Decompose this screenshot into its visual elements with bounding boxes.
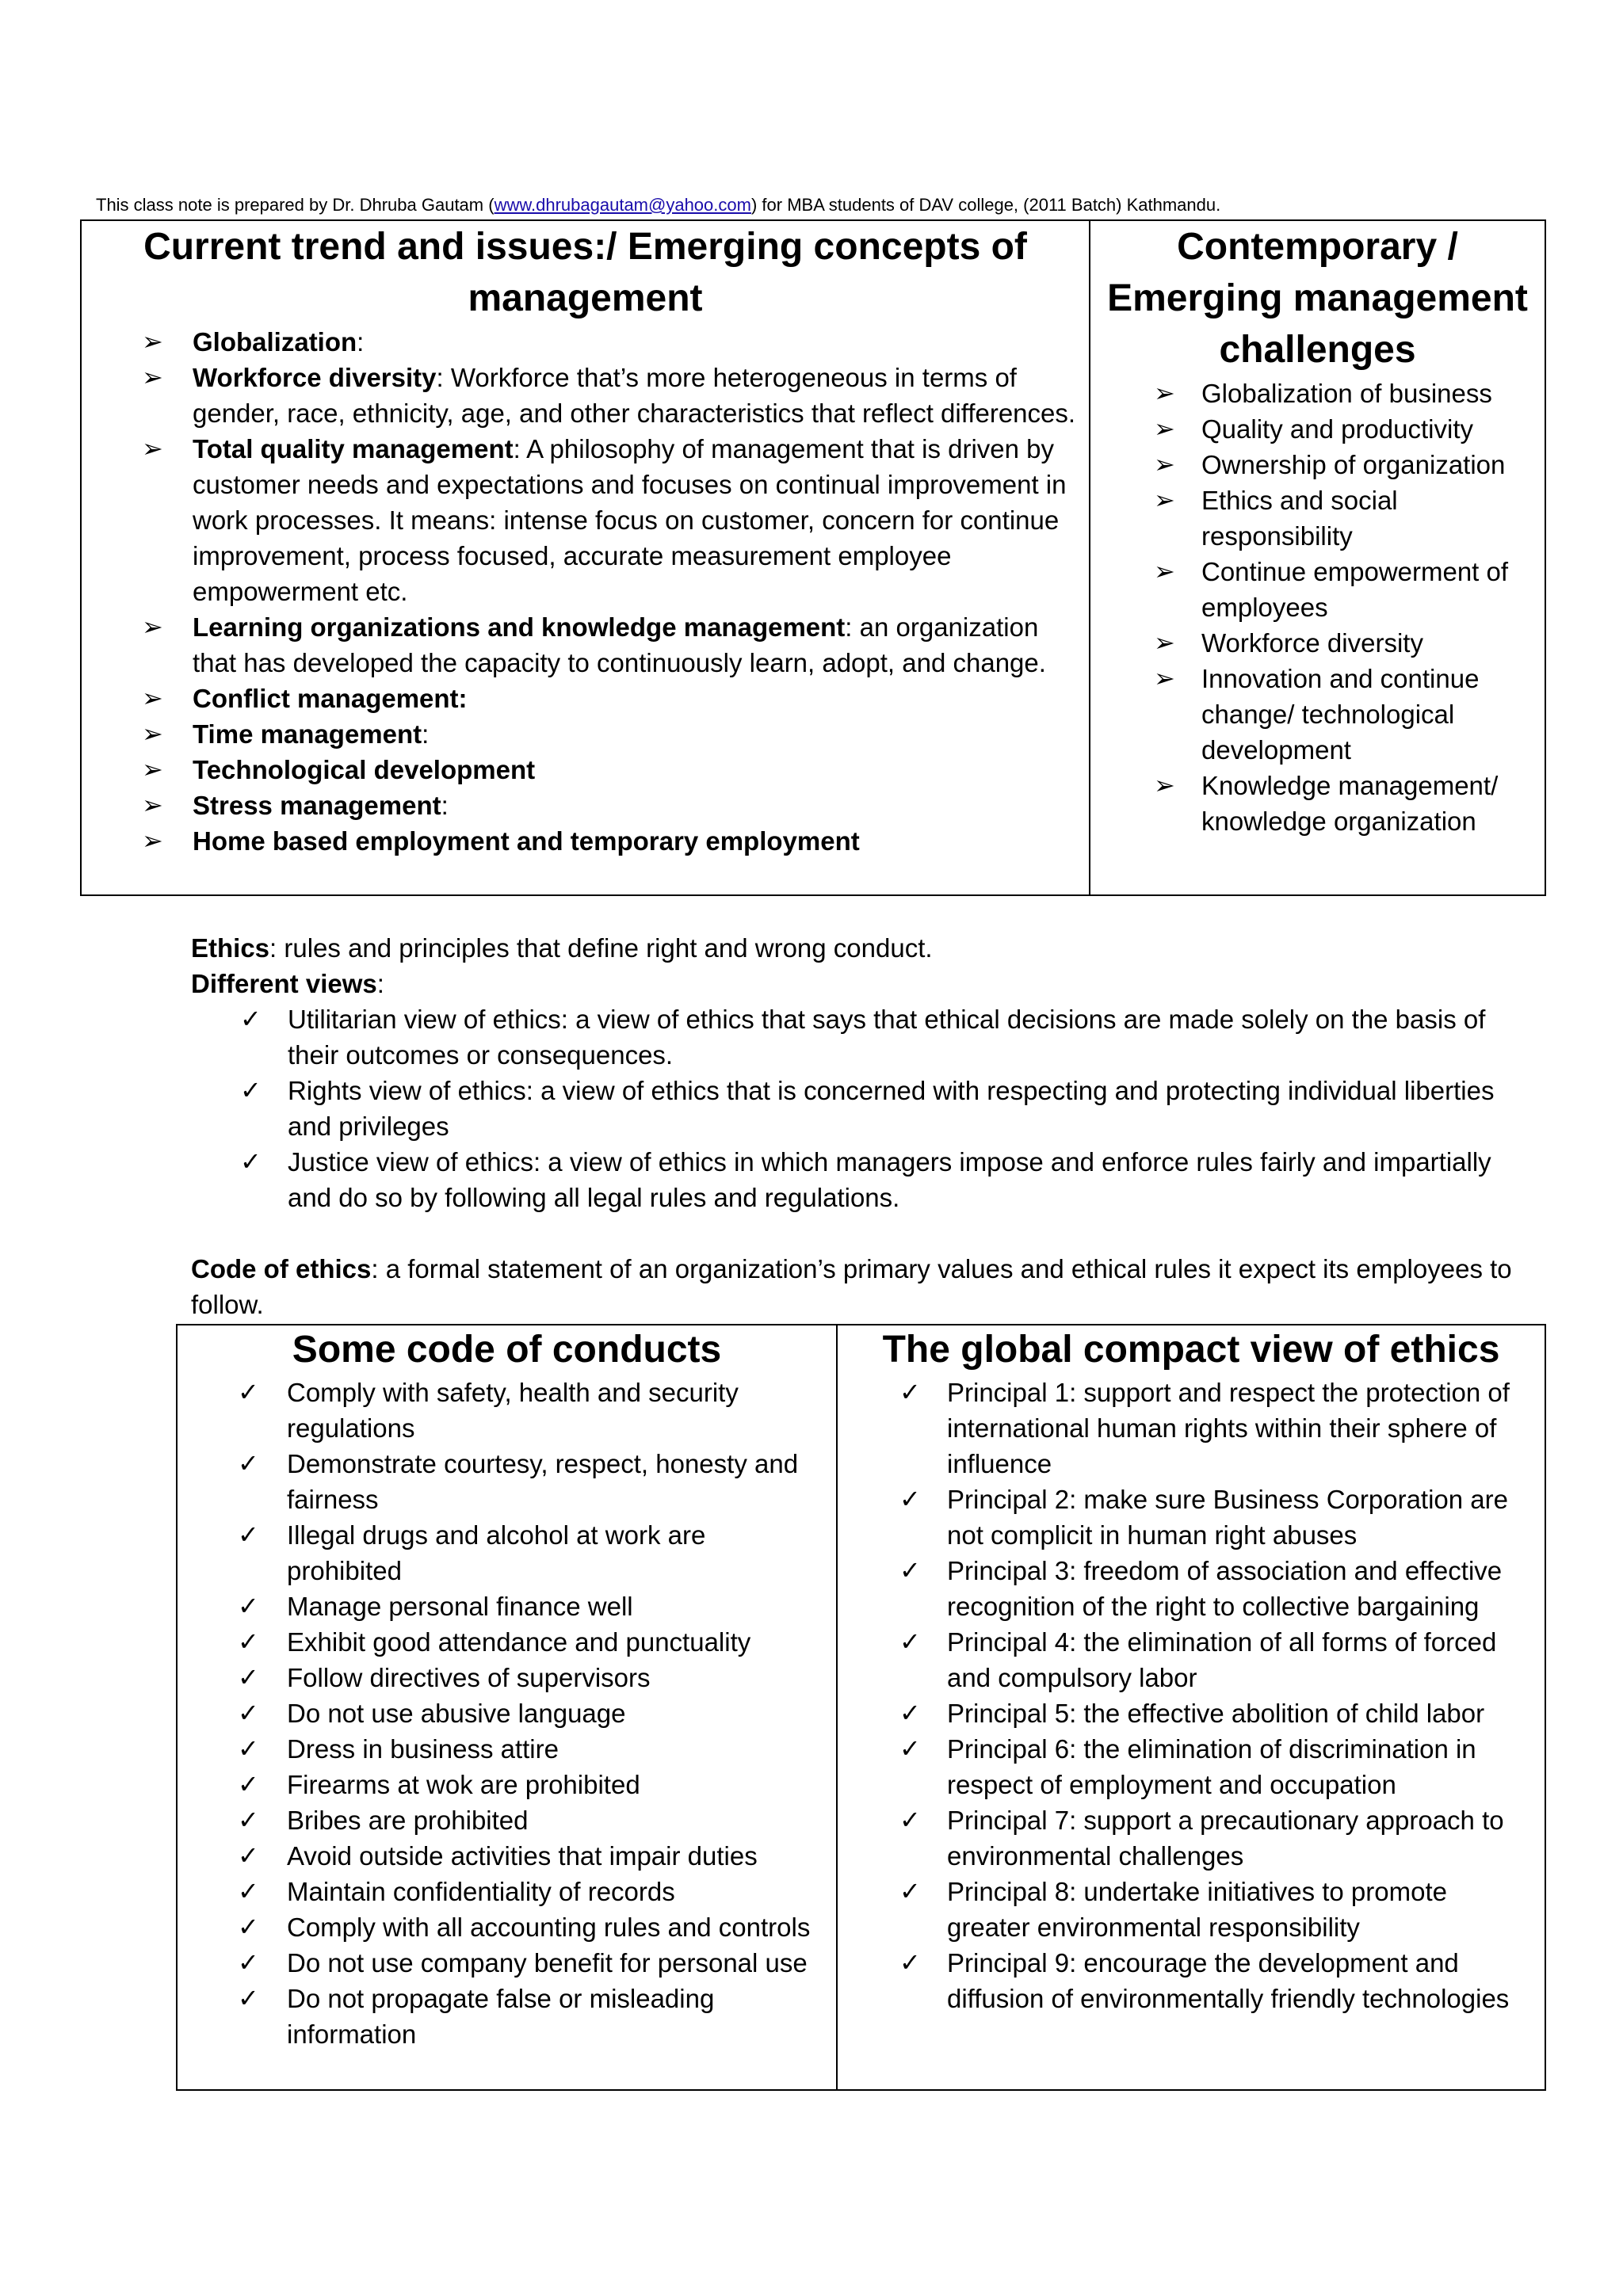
list-item: ✓ Principal 1: support and respect the protection of international human rights within their sphere of influence — [838, 1375, 1545, 1482]
ethics-section — [191, 930, 1538, 1322]
arrow-bullet-icon: ➢ — [142, 755, 163, 784]
class-note-header — [96, 193, 1546, 217]
management-challenges-title: Contemporary / Emerging management challenges — [1107, 226, 1528, 371]
list-item: ✓ Follow directives of supervisors — [178, 1660, 836, 1695]
check-bullet-icon: ✓ — [238, 1520, 259, 1549]
header-prefix: This class note is prepared by Dr. Dhruba Gautam ( — [96, 195, 495, 215]
item-term: Home based employment and temporary employment — [193, 826, 860, 856]
list-item: ✓ Principal 2: make sure Business Corporation are not complicit in human right abuses — [838, 1482, 1545, 1553]
arrow-bullet-icon: ➢ — [142, 684, 163, 712]
list-item: ✓ Do not propagate false or misleading information — [178, 1981, 836, 2052]
global-compact-column — [838, 1325, 1545, 2089]
global-compact-title: The global compact view of ethics — [882, 1329, 1500, 1371]
list-item: ✓ Demonstrate courtesy, respect, honesty and fairness — [178, 1446, 836, 1517]
list-item: ✓ Do not use company benefit for personal use — [178, 1945, 836, 1981]
code-of-conducts-title: Some code of conducts — [292, 1329, 722, 1371]
ethics-views-list — [191, 1001, 1538, 1215]
list-item: ✓ Principal 4: the elimination of all forms of forced and compulsory labor — [838, 1624, 1545, 1695]
item-term: Conflict management: — [193, 684, 468, 713]
item-term: Technological development — [193, 755, 536, 784]
list-item: ✓ Illegal drugs and alcohol at work are prohibited — [178, 1517, 836, 1589]
check-bullet-icon: ✓ — [899, 1485, 921, 1513]
check-bullet-icon: ✓ — [238, 1378, 259, 1406]
code-of-ethics-definition: Code of ethics: a formal statement of an organization’s primary values and ethical rules it expect its employees to follow. — [191, 1254, 1512, 1319]
list-item: ➢ Workforce diversity: Workforce that’s more heterogeneous in terms of gender, race, ethnicity, age, and other characteristics that reflect differences. — [82, 360, 1089, 431]
list-item: ➢ Knowledge management/ knowledge organization — [1090, 768, 1545, 839]
check-bullet-icon: ✓ — [238, 1841, 259, 1870]
check-bullet-icon: ✓ — [238, 1699, 259, 1727]
conduct-compact-table — [176, 1324, 1546, 2091]
list-item: ✓ Principal 7: support a precautionary approach to environmental challenges — [838, 1802, 1545, 1874]
header-suffix: ) for MBA students of DAV college, (2011 Batch) Kathmandu. — [750, 195, 1221, 215]
list-item: ✓ Do not use abusive language — [178, 1695, 836, 1731]
check-bullet-icon: ✓ — [899, 1877, 921, 1905]
check-bullet-icon: ✓ — [240, 1147, 262, 1176]
check-bullet-icon: ✓ — [240, 1005, 262, 1033]
list-item: ✓ Comply with safety, health and security regulations — [178, 1375, 836, 1446]
list-item: ✓ Justice view of ethics: a view of ethics in which managers impose and enforce rules fairly and impartially and do so by following all legal rules and regulations. — [191, 1144, 1538, 1215]
check-bullet-icon: ✓ — [899, 1948, 921, 1977]
item-term: Stress management — [193, 791, 441, 820]
check-bullet-icon: ✓ — [238, 1984, 259, 2012]
list-item: ✓ Principal 3: freedom of association and effective recognition of the right to collective bargaining — [838, 1553, 1545, 1624]
author-email-link[interactable]: www.dhrubagautam@yahoo.com — [494, 195, 751, 215]
item-term: Learning organizations and knowledge management — [193, 612, 846, 642]
list-item: ➢ Ethics and social responsibility — [1090, 482, 1545, 554]
arrow-bullet-icon: ➢ — [1154, 450, 1175, 479]
arrow-bullet-icon: ➢ — [142, 434, 163, 463]
check-bullet-icon: ✓ — [899, 1806, 921, 1834]
arrow-bullet-icon: ➢ — [1154, 771, 1175, 799]
emerging-concepts-column — [82, 221, 1089, 894]
global-compact-list — [838, 1375, 1545, 2016]
list-item — [82, 752, 1089, 788]
list-item: ➢ Workforce diversity — [1090, 625, 1545, 661]
list-item: ➢ Globalization of business — [1090, 376, 1545, 411]
check-bullet-icon: ✓ — [238, 1877, 259, 1905]
management-challenges-list — [1090, 376, 1545, 839]
check-bullet-icon: ✓ — [238, 1449, 259, 1478]
list-item: ✓ Principal 9: encourage the development and diffusion of environmentally friendly technologies — [838, 1945, 1545, 2016]
item-term: Time management — [193, 719, 422, 749]
list-item: ➢ Learning organizations and knowledge management: an organization that has developed the capacity to continuously learn, adopt, and change. — [82, 609, 1089, 681]
list-item: ✓ Exhibit good attendance and punctuality — [178, 1624, 836, 1660]
code-of-conducts-column — [178, 1325, 836, 2089]
list-item: ✓ Comply with all accounting rules and controls — [178, 1909, 836, 1945]
list-item: ➢ Continue empowerment of employees — [1090, 554, 1545, 625]
item-term: Globalization — [193, 327, 357, 357]
emerging-concepts-title: Current trend and issues:/ Emerging concepts of management — [143, 226, 1027, 319]
list-item: ✓ Dress in business attire — [178, 1731, 836, 1767]
check-bullet-icon: ✓ — [899, 1734, 921, 1763]
arrow-bullet-icon: ➢ — [1154, 379, 1175, 407]
check-bullet-icon: ✓ — [899, 1378, 921, 1406]
different-views-heading: Different views: — [191, 969, 384, 998]
list-item — [82, 823, 1089, 859]
check-bullet-icon: ✓ — [238, 1734, 259, 1763]
check-bullet-icon: ✓ — [899, 1627, 921, 1656]
list-item: ✓ Avoid outside activities that impair duties — [178, 1838, 836, 1874]
list-item: ➢ Ownership of organization — [1090, 447, 1545, 482]
list-item: ➢ Stress management: — [82, 788, 1089, 823]
list-item: ✓ Manage personal finance well — [178, 1589, 836, 1624]
list-item: ✓ Principal 6: the elimination of discrimination in respect of employment and occupation — [838, 1731, 1545, 1802]
arrow-bullet-icon: ➢ — [142, 719, 163, 748]
check-bullet-icon: ✓ — [238, 1627, 259, 1656]
trends-challenges-table — [80, 219, 1546, 896]
arrow-bullet-icon: ➢ — [142, 363, 163, 391]
list-item: ➢ Innovation and continue change/ technological development — [1090, 661, 1545, 768]
list-item: ✓ Principal 8: undertake initiatives to promote greater environmental responsibility — [838, 1874, 1545, 1945]
list-item: ✓ Rights view of ethics: a view of ethics that is concerned with respecting and protecting individual liberties and privileges — [191, 1073, 1538, 1144]
arrow-bullet-icon: ➢ — [1154, 557, 1175, 585]
list-item: ➢ Globalization: — [82, 324, 1089, 360]
arrow-bullet-icon: ➢ — [1154, 628, 1175, 657]
list-item — [82, 681, 1089, 716]
check-bullet-icon: ✓ — [238, 1806, 259, 1834]
arrow-bullet-icon: ➢ — [1154, 664, 1175, 692]
arrow-bullet-icon: ➢ — [142, 791, 163, 819]
arrow-bullet-icon: ➢ — [1154, 486, 1175, 514]
ethics-definition: Ethics: rules and principles that define right and wrong conduct. — [191, 933, 933, 963]
arrow-bullet-icon: ➢ — [142, 826, 163, 855]
check-bullet-icon: ✓ — [240, 1076, 262, 1104]
arrow-bullet-icon: ➢ — [1154, 414, 1175, 443]
check-bullet-icon: ✓ — [238, 1948, 259, 1977]
emerging-concepts-list — [82, 324, 1089, 859]
check-bullet-icon: ✓ — [899, 1556, 921, 1585]
check-bullet-icon: ✓ — [899, 1699, 921, 1727]
list-item: ➢ Time management: — [82, 716, 1089, 752]
item-term: Total quality management — [193, 434, 514, 463]
check-bullet-icon: ✓ — [238, 1770, 259, 1798]
list-item: ✓ Firearms at wok are prohibited — [178, 1767, 836, 1802]
list-item: ➢ Quality and productivity — [1090, 411, 1545, 447]
check-bullet-icon: ✓ — [238, 1913, 259, 1941]
check-bullet-icon: ✓ — [238, 1663, 259, 1691]
list-item: ✓ Principal 5: the effective abolition of child labor — [838, 1695, 1545, 1731]
list-item: ➢ Total quality management: A philosophy of management that is driven by customer needs and expectations and focuses on continual improvement in work processes. It means: intense focus on customer, concern for continue improvement, process focused, accurate measurement employee empowerment etc. — [82, 431, 1089, 609]
check-bullet-icon: ✓ — [238, 1592, 259, 1620]
management-challenges-column — [1090, 221, 1545, 894]
item-term: Workforce diversity — [193, 363, 437, 392]
list-item: ✓ Utilitarian view of ethics: a view of ethics that says that ethical decisions are made solely on the basis of their outcomes or consequences. — [191, 1001, 1538, 1073]
code-of-conducts-list — [178, 1375, 836, 2052]
list-item: ✓ Maintain confidentiality of records — [178, 1874, 836, 1909]
list-item: ✓ Bribes are prohibited — [178, 1802, 836, 1838]
arrow-bullet-icon: ➢ — [142, 327, 163, 356]
arrow-bullet-icon: ➢ — [142, 612, 163, 641]
